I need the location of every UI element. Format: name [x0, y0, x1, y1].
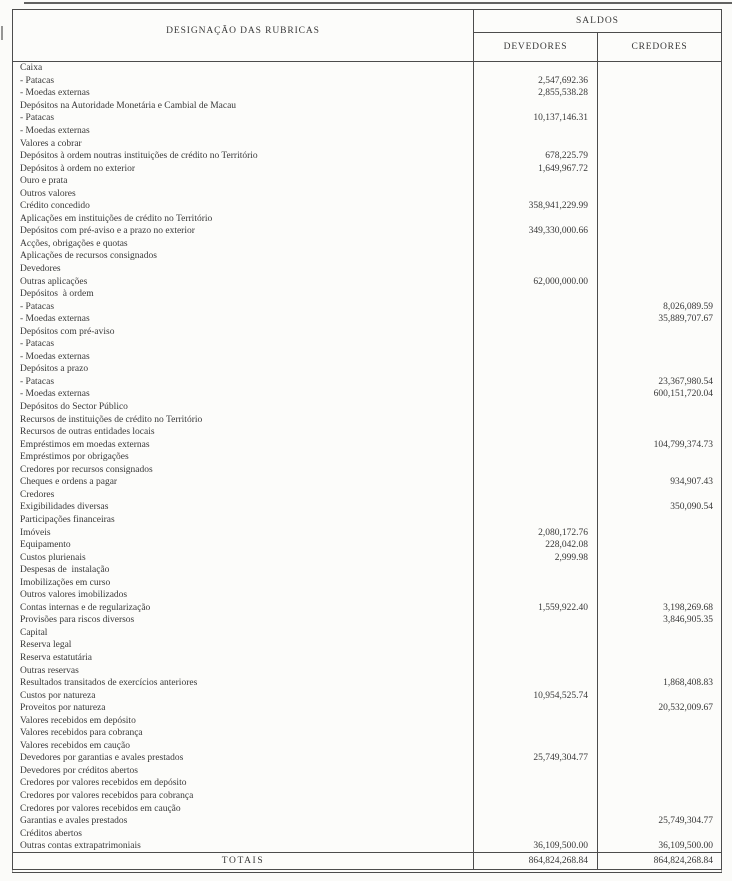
rubric-label: Equipamento: [13, 539, 474, 552]
saldos-subheaders: [474, 33, 721, 61]
devedores-value: 62,000,000.00: [474, 275, 598, 288]
rubric-label: - Moedas externas: [13, 313, 474, 326]
table-row: [13, 112, 721, 125]
credores-value: [598, 827, 721, 840]
rubric-label: Recursos de outras entidades locais: [13, 426, 474, 439]
credores-value: [598, 162, 721, 175]
column-header-designacao: DESIGNAÇÃO DAS RUBRICAS: [13, 10, 474, 61]
rubric-label: Devedores: [13, 263, 474, 276]
devedores-value: [474, 702, 598, 715]
credores-value: [598, 777, 721, 790]
credores-value: [598, 526, 721, 539]
rubric-label: Valores recebidos em depósito: [13, 714, 474, 727]
credores-value: 934,907.43: [670, 477, 713, 488]
devedores-value: 10,954,525.74: [474, 689, 598, 702]
credores-value: [598, 564, 721, 577]
rubric-label: Outros valores imobilizados: [13, 589, 474, 602]
credores-value: [598, 451, 721, 464]
credores-value: [598, 75, 721, 88]
credores-value: [598, 413, 721, 426]
devedores-value: [474, 790, 598, 803]
devedores-value: [474, 802, 598, 815]
table-row: [13, 752, 721, 765]
table-row: [13, 451, 721, 464]
table-row: [13, 740, 721, 753]
totals-devedores-value: 864,824,268.84: [474, 853, 598, 869]
devedores-value: 1,649,967.72: [474, 162, 598, 175]
table-row: [13, 589, 721, 602]
credores-value: 35,889,707.67: [658, 314, 713, 325]
table-row: [13, 363, 721, 376]
credores-value: 3,846,905.35: [663, 615, 713, 626]
table-row: [13, 100, 721, 113]
rubric-label: Recursos de instituições de crédito no Território: [13, 413, 474, 426]
rubric-label: Ouro e prata: [13, 175, 474, 188]
table-row: [13, 288, 721, 301]
credores-value: [598, 238, 721, 251]
rubric-label: - Patacas: [13, 338, 474, 351]
devedores-value: [474, 740, 598, 753]
table-row: [13, 413, 721, 426]
rubric-label: Depósitos à ordem: [13, 288, 474, 301]
totals-label: TOTAIS: [13, 853, 474, 869]
credores-value: [598, 187, 721, 200]
table-row: [13, 802, 721, 815]
devedores-value: [474, 614, 598, 627]
rubric-label: Cheques e ordens a pagar: [13, 476, 474, 489]
credores-value: [598, 87, 721, 100]
devedores-value: [474, 564, 598, 577]
credores-value: 36,109,500.00: [658, 841, 713, 852]
table-row: [13, 187, 721, 200]
devedores-value: 25,749,304.77: [474, 752, 598, 765]
table-row: [13, 602, 721, 615]
credores-value: [598, 175, 721, 188]
column-header-saldos: SALDOS: [474, 10, 721, 33]
rubric-label: Capital: [13, 627, 474, 640]
devedores-value: [474, 576, 598, 589]
credores-value: [598, 689, 721, 702]
table-row: [13, 75, 721, 88]
rubric-label: Acções, obrigações e quotas: [13, 238, 474, 251]
credores-value: 8,026,089.59: [663, 301, 713, 312]
devedores-value: [474, 727, 598, 740]
table-row: [13, 313, 721, 326]
table-row: [13, 250, 721, 263]
table-row: [13, 840, 721, 853]
credores-value: [598, 639, 721, 652]
rubric-label: Garantias e avales prestados: [13, 815, 474, 828]
credores-value: [598, 790, 721, 803]
credores-value: [598, 752, 721, 765]
rubric-label: Exigibilidades diversas: [13, 501, 474, 514]
table-row: [13, 564, 721, 577]
devedores-value: [474, 476, 598, 489]
rubric-label: Créditos abertos: [13, 827, 474, 840]
credores-value: [598, 288, 721, 301]
devedores-value: [474, 351, 598, 364]
rubric-label: - Moedas externas: [13, 87, 474, 100]
table-row: [13, 664, 721, 677]
table-row: [13, 388, 721, 401]
table-row: [13, 137, 721, 150]
devedores-value: [474, 363, 598, 376]
rubric-label: - Moedas externas: [13, 125, 474, 138]
rubric-label: Proveitos por natureza: [13, 702, 474, 715]
table-row: [13, 765, 721, 778]
devedores-value: [474, 338, 598, 351]
rubric-label: Devedores por créditos abertos: [13, 765, 474, 778]
balance-sheet-table: [12, 9, 722, 873]
devedores-value: 358,941,229.99: [474, 200, 598, 213]
table-body: [13, 62, 721, 852]
devedores-value: [474, 426, 598, 439]
devedores-value: [474, 376, 598, 389]
rubric-label: Devedores por garantias e avales prestados: [13, 752, 474, 765]
credores-value: [598, 325, 721, 338]
table-row: [13, 489, 721, 502]
credores-value: [598, 551, 721, 564]
rubric-label: Crédito concedido: [13, 200, 474, 213]
devedores-value: 2,080,172.76: [474, 526, 598, 539]
table-row: [13, 62, 721, 75]
table-row: [13, 401, 721, 414]
rubric-label: - Patacas: [13, 300, 474, 313]
devedores-value: [474, 187, 598, 200]
scan-artifact-mark: [1, 26, 3, 40]
devedores-value: [474, 514, 598, 527]
rubric-label: Caixa: [13, 62, 474, 75]
rubric-label: Empréstimos por obrigações: [13, 451, 474, 464]
rubric-label: Outros valores: [13, 187, 474, 200]
credores-value: [598, 727, 721, 740]
table-row: [13, 338, 721, 351]
devedores-value: [474, 501, 598, 514]
credores-value: [598, 62, 721, 75]
devedores-value: [474, 589, 598, 602]
devedores-value: [474, 777, 598, 790]
credores-value: 600,151,720.04: [653, 389, 713, 400]
devedores-value: [474, 451, 598, 464]
table-row: [13, 263, 721, 276]
devedores-value: [474, 627, 598, 640]
rubric-label: Reserva estatutária: [13, 652, 474, 665]
rubric-label: Credores por recursos consignados: [13, 464, 474, 477]
devedores-value: [474, 639, 598, 652]
rubric-label: - Moedas externas: [13, 351, 474, 364]
table-row: [13, 526, 721, 539]
table-row: [13, 627, 721, 640]
devedores-value: [474, 489, 598, 502]
table-row: [13, 225, 721, 238]
devedores-value: 10,137,146.31: [474, 112, 598, 125]
credores-value: [598, 802, 721, 815]
devedores-value: [474, 175, 598, 188]
credores-value: [598, 589, 721, 602]
table-row: [13, 689, 721, 702]
rubric-label: Despesas de instalação: [13, 564, 474, 577]
devedores-value: [474, 827, 598, 840]
table-row: [13, 702, 721, 715]
table-row: [13, 576, 721, 589]
credores-value: [598, 740, 721, 753]
table-row: [13, 464, 721, 477]
table-row: [13, 551, 721, 564]
table-row: [13, 777, 721, 790]
devedores-value: [474, 765, 598, 778]
devedores-value: 2,547,692.36: [474, 75, 598, 88]
table-row: [13, 300, 721, 313]
devedores-value: 1,559,922.40: [474, 602, 598, 615]
devedores-value: [474, 677, 598, 690]
column-header-devedores: DEVEDORES: [474, 33, 598, 61]
credores-value: [598, 363, 721, 376]
devedores-value: [474, 438, 598, 451]
credores-value: [598, 464, 721, 477]
rubric-label: - Moedas externas: [13, 388, 474, 401]
credores-value: [598, 714, 721, 727]
credores-value: [598, 652, 721, 665]
devedores-value: [474, 664, 598, 677]
rubric-label: Outras reservas: [13, 664, 474, 677]
devedores-value: [474, 714, 598, 727]
credores-value: [598, 137, 721, 150]
credores-value: [598, 225, 721, 238]
credores-value: [598, 765, 721, 778]
table-row: [13, 125, 721, 138]
credores-value: [598, 263, 721, 276]
devedores-value: [474, 815, 598, 828]
devedores-value: [474, 652, 598, 665]
totals-row: [13, 852, 721, 869]
table-row: [13, 614, 721, 627]
table-row: [13, 325, 721, 338]
devedores-value: [474, 300, 598, 313]
rubric-label: Credores: [13, 489, 474, 502]
credores-value: [598, 664, 721, 677]
devedores-value: 2,855,538.28: [474, 87, 598, 100]
credores-value: [598, 489, 721, 502]
table-row: [13, 514, 721, 527]
rubric-label: Imobilizações em curso: [13, 576, 474, 589]
table-row: [13, 426, 721, 439]
rubric-label: Valores recebidos em caução: [13, 740, 474, 753]
devedores-value: [474, 62, 598, 75]
devedores-value: [474, 413, 598, 426]
credores-value: [598, 275, 721, 288]
devedores-value: [474, 313, 598, 326]
devedores-value: [474, 238, 598, 251]
credores-value: [598, 576, 721, 589]
credores-value: [598, 627, 721, 640]
rubric-label: Aplicações em instituições de crédito no Território: [13, 213, 474, 226]
credores-value: 23,367,980.54: [658, 376, 713, 387]
rubric-label: - Patacas: [13, 112, 474, 125]
devedores-value: [474, 213, 598, 226]
table-row: [13, 87, 721, 100]
table-row: [13, 539, 721, 552]
rubric-label: - Patacas: [13, 75, 474, 88]
table-row: [13, 790, 721, 803]
credores-value: [598, 125, 721, 138]
credores-value: [598, 426, 721, 439]
credores-value: [598, 112, 721, 125]
table-row: [13, 275, 721, 288]
table-row: [13, 501, 721, 514]
table-row: [13, 438, 721, 451]
devedores-value: 36,109,500.00: [474, 840, 598, 853]
rubric-label: Credores por valores recebidos em caução: [13, 802, 474, 815]
devedores-value: [474, 288, 598, 301]
devedores-value: 678,225.79: [474, 150, 598, 163]
credores-value: [598, 100, 721, 113]
credores-value: 350,090.54: [670, 502, 713, 513]
devedores-value: [474, 100, 598, 113]
table-row: [13, 727, 721, 740]
table-row: [13, 213, 721, 226]
table-row: [13, 714, 721, 727]
rubric-label: Participações financeiras: [13, 514, 474, 527]
devedores-value: [474, 388, 598, 401]
rubric-label: Custos plurienais: [13, 551, 474, 564]
credores-value: 20,532,009.67: [658, 703, 713, 714]
table-row: [13, 476, 721, 489]
column-header-credores: CREDORES: [631, 42, 688, 52]
credores-value: [598, 351, 721, 364]
rubric-label: Depósitos à ordem no exterior: [13, 162, 474, 175]
credores-value: [598, 514, 721, 527]
table-row: [13, 827, 721, 840]
rubric-label: Contas internas e de regularização: [13, 602, 474, 615]
page-top-rule: [24, 2, 732, 4]
devedores-value: [474, 125, 598, 138]
table-row: [13, 162, 721, 175]
table-row: [13, 376, 721, 389]
rubric-label: Valores a cobrar: [13, 137, 474, 150]
credores-value: 3,198,269.68: [663, 602, 713, 613]
rubric-label: Reserva legal: [13, 639, 474, 652]
rubric-label: Depósitos a prazo: [13, 363, 474, 376]
rubric-label: - Patacas: [13, 376, 474, 389]
rubric-label: Outras aplicações: [13, 275, 474, 288]
credores-value: 104,799,374.73: [653, 439, 713, 450]
credores-value: [598, 250, 721, 263]
credores-value: 1,868,408.83: [663, 678, 713, 689]
rubric-label: Credores por valores recebidos em depósito: [13, 777, 474, 790]
rubric-label: Valores recebidos para cobrança: [13, 727, 474, 740]
rubric-label: Imóveis: [13, 526, 474, 539]
devedores-value: 2,999.98: [474, 551, 598, 564]
table-row: [13, 652, 721, 665]
table-row: [13, 815, 721, 828]
credores-value: 25,749,304.77: [658, 816, 713, 827]
table-row: [13, 150, 721, 163]
credores-value: [598, 213, 721, 226]
rubric-label: Outras contas extrapatrimoniais: [13, 840, 474, 853]
rubric-label: Provisões para riscos diversos: [13, 614, 474, 627]
table-row: [13, 238, 721, 251]
devedores-value: [474, 250, 598, 263]
credores-value: [598, 539, 721, 552]
totals-credores-value: 864,824,268.84: [653, 856, 713, 866]
credores-value: [598, 401, 721, 414]
rubric-label: Depósitos à ordem noutras instituições de crédito no Território: [13, 150, 474, 163]
devedores-value: [474, 263, 598, 276]
rubric-label: Depósitos do Sector Público: [13, 401, 474, 414]
table-row: [13, 200, 721, 213]
credores-value: [598, 150, 721, 163]
rubric-label: Custos por natureza: [13, 689, 474, 702]
rubric-label: Resultados transitados de exercícios anteriores: [13, 677, 474, 690]
devedores-value: 228,042.08: [474, 539, 598, 552]
rubric-label: Depósitos com pré-aviso: [13, 325, 474, 338]
rubric-label: Credores por valores recebidos para cobrança: [13, 790, 474, 803]
table-row: [13, 175, 721, 188]
credores-value: [598, 200, 721, 213]
devedores-value: [474, 137, 598, 150]
rubric-label: Aplicações de recursos consignados: [13, 250, 474, 263]
credores-value: [598, 338, 721, 351]
table-row: [13, 677, 721, 690]
saldos-header-group: [474, 10, 721, 61]
rubric-label: Empréstimos em moedas externas: [13, 438, 474, 451]
table-row: [13, 639, 721, 652]
table-header: [13, 10, 721, 62]
devedores-value: 349,330,000.66: [474, 225, 598, 238]
rubric-label: Depósitos com pré-aviso e a prazo no exterior: [13, 225, 474, 238]
rubric-label: Depósitos na Autoridade Monetária e Cambial de Macau: [13, 100, 474, 113]
devedores-value: [474, 325, 598, 338]
devedores-value: [474, 464, 598, 477]
devedores-value: [474, 401, 598, 414]
table-row: [13, 351, 721, 364]
